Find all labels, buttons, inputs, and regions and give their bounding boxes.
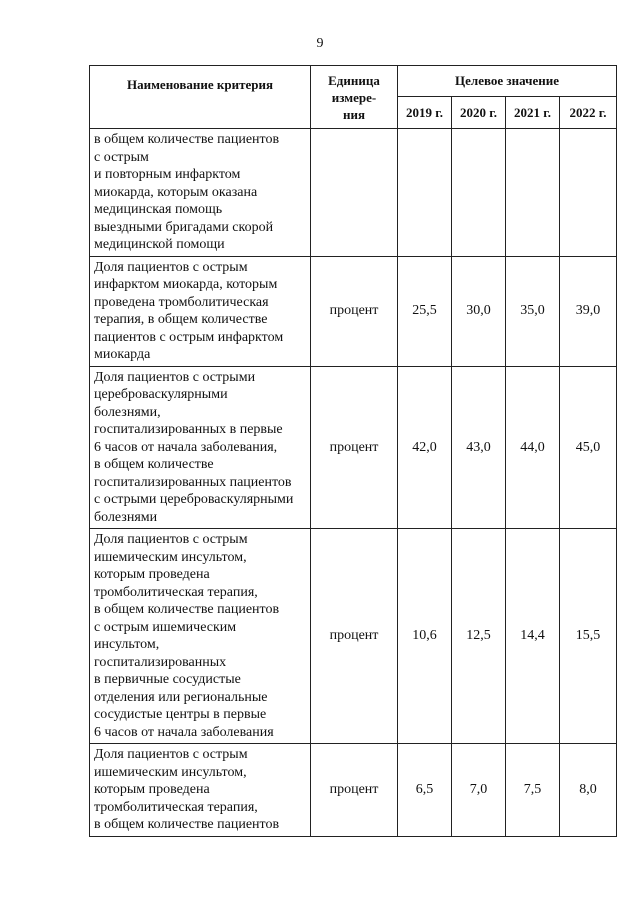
- criterion-line: и повторным инфарктом: [94, 167, 241, 182]
- criterion-line: миокарда: [94, 347, 151, 362]
- criterion-name: [90, 129, 311, 257]
- criterion-line: инфарктом миокарда, которым: [94, 277, 278, 292]
- criterion-line: госпитализированных пациентов: [94, 474, 292, 490]
- criterion-line: которым проведена: [94, 567, 210, 582]
- criterion-line: в общем количестве пациентов: [94, 817, 280, 832]
- target-value-cell: 30,0: [452, 256, 506, 366]
- header-unit: [311, 66, 398, 129]
- criterion-line: Доля пациентов с острыми: [94, 369, 256, 385]
- target-value-cell: 45,0: [560, 366, 617, 529]
- target-value-cell: 15,5: [560, 529, 617, 744]
- criterion-name: [90, 256, 311, 366]
- criterion-line: сосудистые центры в первые: [94, 707, 267, 722]
- criterion-line: миокарда, которым оказана: [94, 184, 258, 200]
- criterion-line: с острым ишемическим: [94, 619, 237, 635]
- header-unit-line: ния: [342, 107, 365, 122]
- header-year-2021: 2021 г.: [506, 97, 560, 129]
- header-unit-line: Единица: [328, 73, 380, 88]
- criterion-line: болезнями: [94, 509, 158, 525]
- criterion-line: тромболитическая терапия,: [94, 799, 258, 815]
- criterion-line: в общем количестве: [94, 457, 214, 472]
- table-row: [90, 529, 617, 744]
- page-number: 9: [316, 36, 324, 51]
- target-value-cell: 35,0: [506, 256, 560, 366]
- criterion-line: тромболитическая терапия,: [94, 584, 258, 600]
- target-value-cell: 7,0: [452, 744, 506, 837]
- table-row: [90, 256, 617, 366]
- unit-cell: [311, 129, 398, 257]
- criterion-line: медицинской помощи: [94, 237, 225, 252]
- criterion-line: в общем количестве пациентов: [94, 132, 280, 147]
- header-year-2019: 2019 г.: [398, 97, 452, 129]
- target-value-cell: 42,0: [398, 366, 452, 529]
- criterion-line: 6 часов от начала заболевания: [94, 724, 274, 740]
- target-value-cell: 10,6: [398, 529, 452, 744]
- target-value-cell: 43,0: [452, 366, 506, 529]
- criterion-line: 6 часов от начала заболевания,: [94, 439, 278, 455]
- table-row: [90, 744, 617, 837]
- header-year-2022: 2022 г.: [560, 97, 617, 129]
- criterion-line: в общем количестве пациентов: [94, 602, 280, 617]
- target-value-cell: 25,5: [398, 256, 452, 366]
- target-value-cell: [398, 129, 452, 257]
- criterion-line: выездными бригадами скорой: [94, 219, 274, 235]
- header-unit-line: измере-: [331, 90, 377, 105]
- criterion-line: госпитализированных в первые: [94, 422, 283, 437]
- criterion-line: болезнями,: [94, 404, 161, 420]
- criterion-line: Доля пациентов с острым: [94, 259, 248, 275]
- criterion-line: медицинская помощь: [94, 202, 223, 217]
- criterion-line: терапия, в общем количестве: [94, 312, 268, 327]
- header-criterion: Наименование критерия: [90, 66, 311, 129]
- criterion-line: с острым: [94, 149, 149, 165]
- criterion-line: госпитализированных: [94, 654, 227, 670]
- target-value-cell: 7,5: [506, 744, 560, 837]
- unit-cell: процент: [311, 744, 398, 837]
- criterion-line: пациентов с острым инфарктом: [94, 329, 284, 345]
- criterion-line: цереброваскулярными: [94, 387, 228, 402]
- criterion-line: с острыми цереброваскулярными: [94, 492, 294, 507]
- unit-cell: процент: [311, 366, 398, 529]
- header-year-2020: 2020 г.: [452, 97, 506, 129]
- criterion-name: [90, 366, 311, 529]
- criterion-line: Доля пациентов с острым: [94, 532, 248, 547]
- criterion-line: отделения или региональные: [94, 689, 268, 705]
- criterion-line: которым проведена: [94, 782, 210, 797]
- unit-cell: процент: [311, 529, 398, 744]
- criterion-line: инсультом,: [94, 637, 160, 652]
- criterion-line: в первичные сосудистые: [94, 672, 241, 687]
- criterion-line: ишемическим инсультом,: [94, 764, 247, 780]
- target-value-cell: 12,5: [452, 529, 506, 744]
- target-value-cell: 8,0: [560, 744, 617, 837]
- criterion-line: Доля пациентов с острым: [94, 747, 248, 762]
- target-value-cell: [452, 129, 506, 257]
- criterion-line: проведена тромболитическая: [94, 294, 269, 310]
- target-value-cell: 14,4: [506, 529, 560, 744]
- target-value-cell: 44,0: [506, 366, 560, 529]
- target-value-cell: [506, 129, 560, 257]
- target-value-cell: [560, 129, 617, 257]
- criteria-table: [89, 65, 617, 837]
- header-target-value: Целевое значение: [398, 66, 617, 97]
- unit-cell: процент: [311, 256, 398, 366]
- target-value-cell: 39,0: [560, 256, 617, 366]
- target-value-cell: 6,5: [398, 744, 452, 837]
- criterion-name: [90, 529, 311, 744]
- table-row: [90, 366, 617, 529]
- criterion-line: ишемическим инсультом,: [94, 549, 247, 565]
- criterion-name: [90, 744, 311, 837]
- table-row: [90, 129, 617, 257]
